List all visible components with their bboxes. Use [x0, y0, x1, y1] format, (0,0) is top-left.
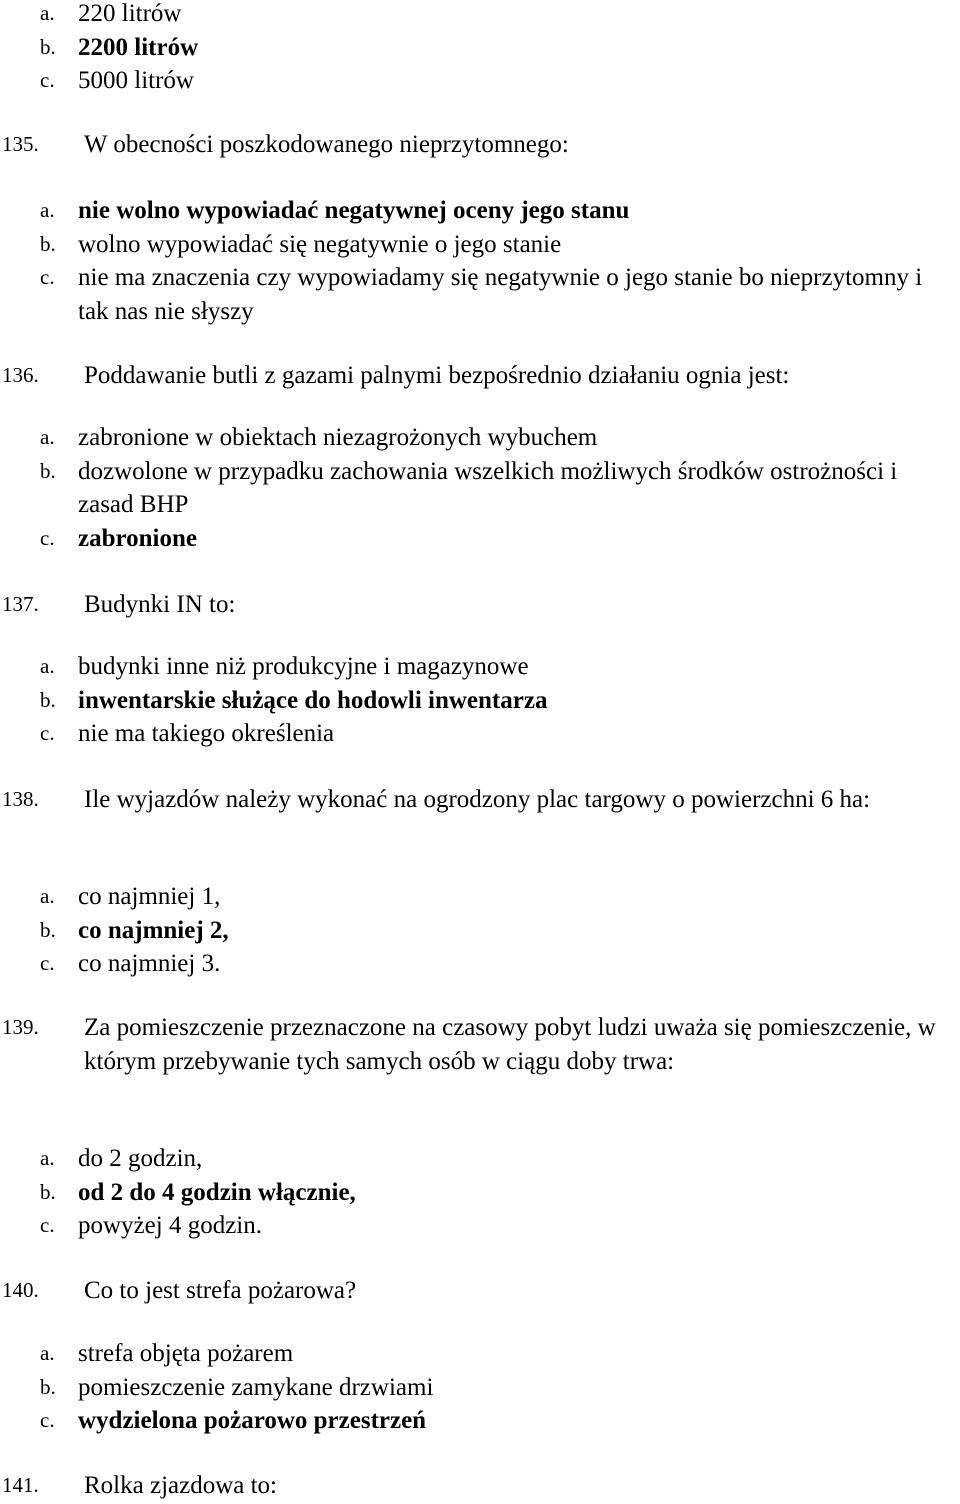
question-row	[0, 783, 960, 850]
question-text: Poddawanie butli z gazami palnymi bezpośrednio działaniu ognia jest:	[84, 362, 790, 389]
question-text: W obecności poszkodowanego nieprzytomnego:	[84, 131, 569, 158]
question-row	[0, 588, 960, 622]
option-text: 220 litrów	[78, 0, 182, 27]
question-137	[0, 588, 960, 622]
option-row	[0, 1209, 960, 1243]
question-140	[0, 1274, 960, 1308]
question-number: 139.	[2, 1015, 39, 1039]
option-text: nie ma takiego określenia	[78, 720, 335, 747]
option-letter: c.	[40, 1213, 55, 1237]
option-text: do 2 godzin,	[78, 1145, 203, 1172]
option-text: co najmniej 3.	[78, 950, 221, 977]
question-row	[0, 359, 960, 393]
option-letter: a.	[40, 1, 55, 25]
option-row	[0, 0, 960, 31]
question-136	[0, 359, 960, 393]
question-137-options	[0, 650, 960, 751]
question-number: 137.	[2, 592, 39, 616]
option-letter: c.	[40, 951, 55, 975]
option-letter: c.	[40, 68, 55, 92]
question-text: Budynki IN to:	[84, 591, 236, 618]
question-number: 138.	[2, 787, 39, 811]
option-row	[0, 684, 960, 718]
option-row	[0, 914, 960, 948]
option-text-answer: nie wolno wypowiadać negatywnej oceny jego stanu	[78, 197, 630, 224]
option-letter: b.	[40, 231, 56, 256]
option-text-answer: 2200 litrów	[78, 33, 199, 61]
option-letter: a.	[40, 1341, 55, 1365]
option-text-answer: co najmniej 2,	[78, 916, 229, 944]
option-row	[0, 1371, 960, 1405]
option-text-answer: wydzielona pożarowo przestrzeń	[78, 1407, 427, 1434]
option-text: co najmniej 1,	[78, 883, 221, 910]
question-text: Ile wyjazdów należy wykonać na ogrodzony plac targowy o powierzchni 6 ha:	[84, 786, 871, 813]
option-row	[0, 421, 960, 455]
option-row	[0, 1142, 960, 1176]
option-row	[0, 650, 960, 684]
question-row	[0, 1011, 960, 1112]
question-text: Co to jest strefa pożarowa?	[84, 1277, 357, 1304]
option-letter: c.	[40, 1408, 55, 1432]
option-letter: a.	[40, 884, 55, 908]
option-row	[0, 522, 960, 556]
option-text-answer: zabronione	[78, 524, 197, 552]
option-letter: c.	[40, 265, 55, 289]
question-row	[0, 128, 960, 162]
option-letter: a.	[40, 198, 55, 222]
option-text: 5000 litrów	[78, 67, 194, 94]
question-136-options	[0, 421, 960, 555]
option-letter: c.	[40, 525, 55, 550]
option-row	[0, 31, 960, 65]
question-139-options	[0, 1142, 960, 1243]
option-letter: a.	[40, 1146, 55, 1170]
question-140-options	[0, 1337, 960, 1438]
option-row	[0, 1404, 960, 1438]
question-141	[0, 1469, 960, 1503]
option-letter: a.	[40, 425, 55, 449]
question-row	[0, 1274, 960, 1308]
question-row	[0, 1469, 960, 1503]
question-number: 141.	[2, 1473, 39, 1497]
option-letter: b.	[40, 458, 56, 483]
option-row	[0, 1337, 960, 1371]
question-138-options	[0, 880, 960, 981]
question-number: 140.	[2, 1278, 39, 1302]
option-letter: b.	[40, 1374, 56, 1399]
previous-question-options	[0, 0, 960, 98]
option-text: dozwolone w przypadku zachowania wszelkich możliwych środków ostrożności i zasad BHP	[78, 457, 898, 518]
question-text: Rolka zjazdowa to:	[84, 1472, 277, 1499]
option-row	[0, 947, 960, 981]
option-row	[0, 717, 960, 751]
option-row	[0, 228, 960, 262]
option-row	[0, 64, 960, 98]
option-text: nie ma znaczenia czy wypowiadamy się negatywnie o jego stanie bo nieprzytomny i tak nas nie słyszy	[78, 264, 923, 325]
option-letter: b.	[40, 34, 56, 59]
option-text: powyżej 4 godzin.	[78, 1212, 262, 1239]
question-138	[0, 783, 960, 850]
question-number: 135.	[2, 132, 39, 156]
option-text: pomieszczenie zamykane drzwiami	[78, 1373, 434, 1401]
option-row	[0, 880, 960, 914]
option-text: strefa objęta pożarem	[78, 1340, 294, 1367]
option-text-answer: inwentarskie służące do hodowli inwentarza	[78, 686, 548, 714]
option-letter: b.	[40, 917, 56, 942]
option-text-answer: od 2 do 4 godzin włącznie,	[78, 1178, 356, 1206]
option-letter: c.	[40, 721, 55, 745]
question-139	[0, 1011, 960, 1112]
option-row	[0, 1176, 960, 1210]
option-letter: b.	[40, 687, 56, 712]
question-number: 136.	[2, 363, 39, 387]
option-text: wolno wypowiadać się negatywnie o jego stanie	[78, 230, 562, 258]
question-135-options	[0, 194, 960, 328]
option-row	[0, 194, 960, 228]
option-letter: b.	[40, 1179, 56, 1204]
question-text: Za pomieszczenie przeznaczone na czasowy pobyt ludzi uważa się pomieszczenie, w którym przebywanie tych samych osób w ciągu doby trwa:	[84, 1014, 936, 1075]
option-text: budynki inne niż produkcyjne i magazynowe	[78, 653, 529, 680]
question-135	[0, 128, 960, 162]
option-text: zabronione w obiektach niezagrożonych wybuchem	[78, 424, 598, 451]
option-row	[0, 455, 960, 522]
option-row	[0, 261, 960, 328]
option-letter: a.	[40, 654, 55, 678]
